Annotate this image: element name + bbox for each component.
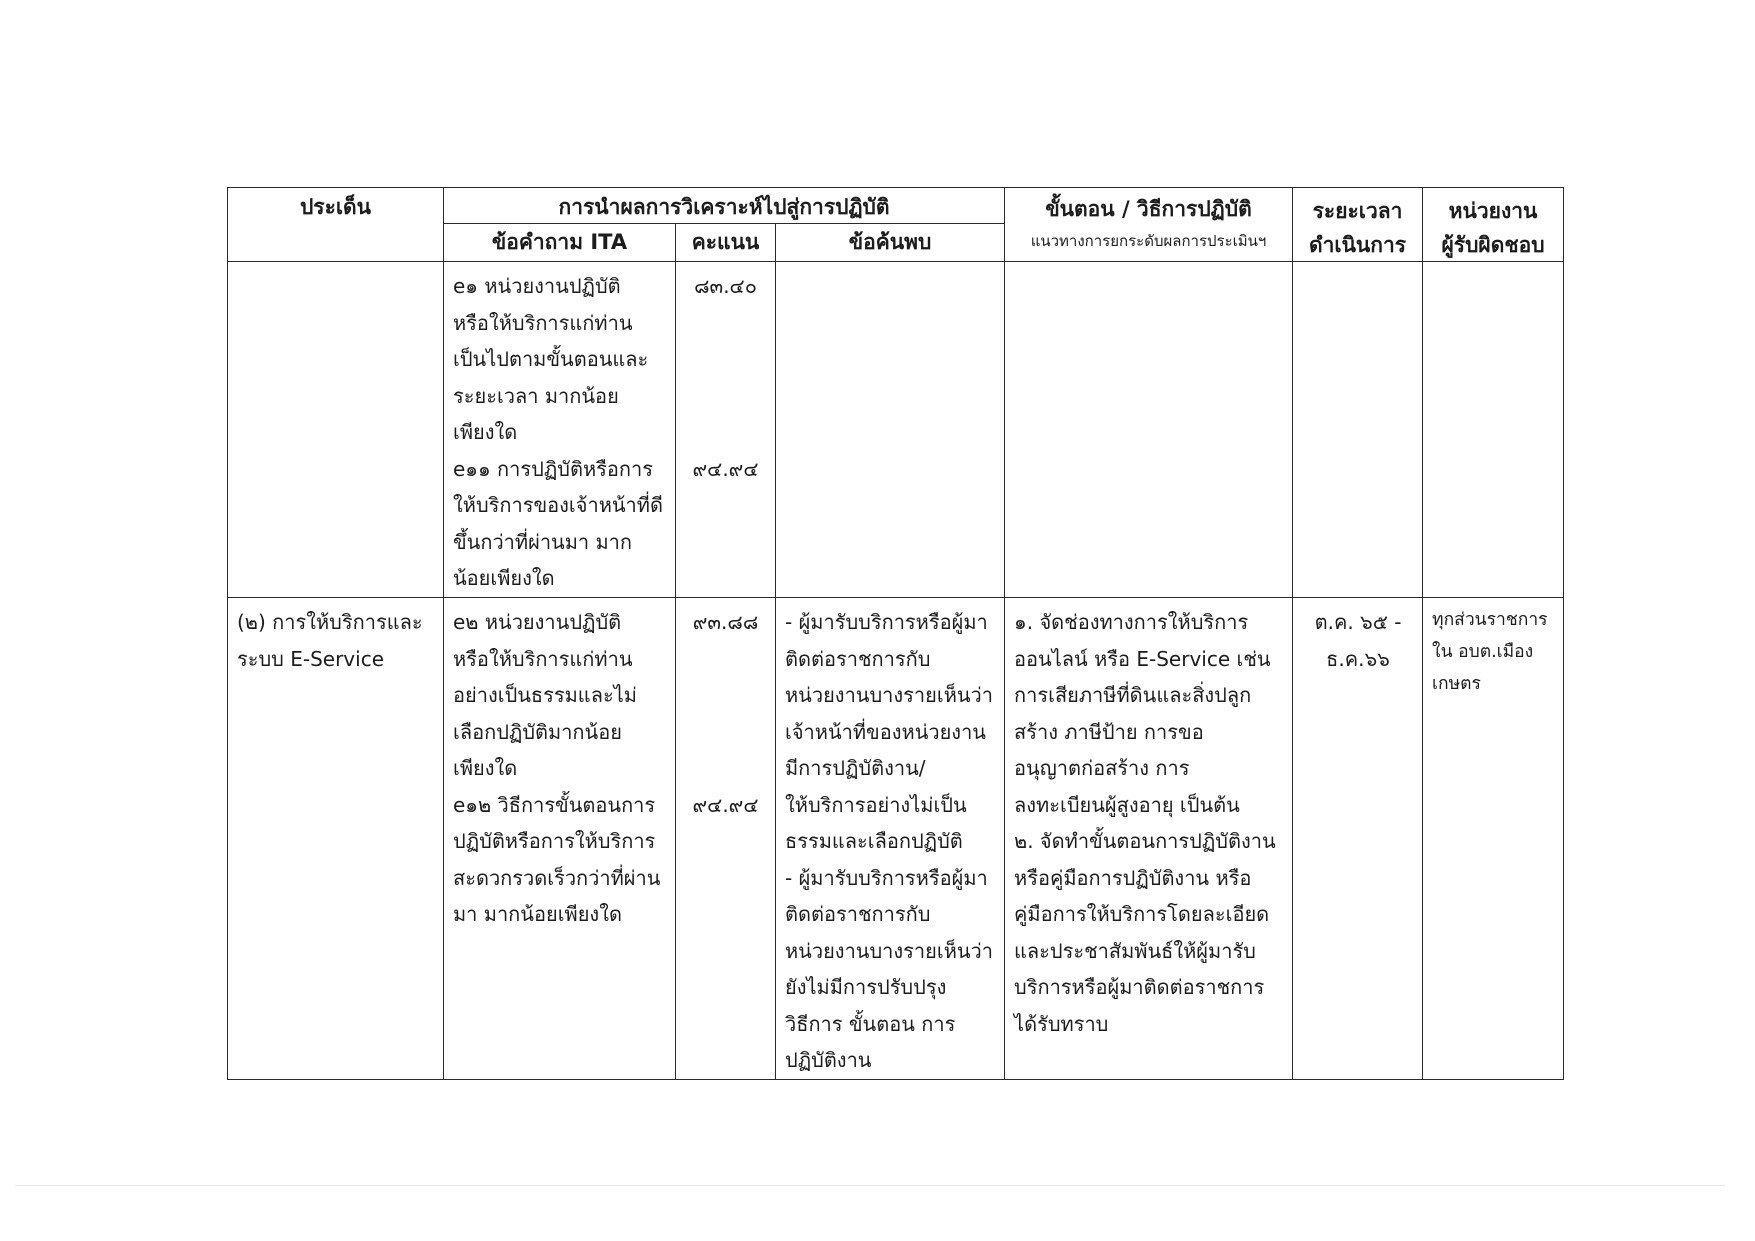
header-unit: หน่วยงาน ผู้รับผิดชอบ bbox=[1423, 188, 1564, 262]
unit-text: เกษตร bbox=[1432, 674, 1481, 694]
step-text: ลงทะเบียนผู้สูงอายุ เป็นต้น bbox=[1014, 792, 1240, 817]
header-period: ระยะเวลา ดำเนินการ bbox=[1293, 188, 1423, 262]
finding-text: หน่วยงานบางรายเห็นว่า bbox=[785, 683, 994, 707]
question-text: ปฏิบัติหรือการให้บริการ bbox=[453, 829, 656, 853]
unit-text: ใน อบต.เมือง bbox=[1432, 642, 1534, 662]
step-text: ๒. จัดทำขั้นตอนการปฏิบัติงาน bbox=[1014, 829, 1276, 853]
question-cell bbox=[444, 598, 676, 1080]
page-bottom-rule bbox=[15, 1185, 1725, 1186]
unit-text: ทุกส่วนราชการ bbox=[1432, 610, 1548, 630]
step-text: ออนไลน์ หรือ E-Service เช่น bbox=[1014, 646, 1271, 671]
table-row bbox=[228, 262, 1564, 598]
finding-text: ให้บริการอย่างไม่เป็น bbox=[785, 792, 967, 817]
finding-cell bbox=[776, 262, 1005, 598]
question-text: หรือให้บริการแก่ท่าน bbox=[453, 310, 633, 335]
step-text: ๑. จัดช่องทางการให้บริการ bbox=[1014, 610, 1249, 634]
score-value: ๘๓.๔๐ bbox=[694, 274, 757, 298]
finding-text: ติดต่อราชการกับ bbox=[785, 902, 931, 926]
question-cell bbox=[444, 262, 676, 598]
steps-cell bbox=[1005, 262, 1293, 598]
issue-cell bbox=[228, 262, 444, 598]
issue-cell bbox=[228, 598, 444, 1080]
question-text: e๑๒ วิธีการขั้นตอนการ bbox=[453, 792, 656, 817]
question-text: สะดวกรวดเร็วกว่าที่ผ่าน bbox=[453, 865, 661, 890]
table-row bbox=[228, 598, 1564, 1080]
unit-cell bbox=[1423, 262, 1564, 598]
score-cell bbox=[676, 598, 776, 1080]
header-analysis-group: การนำผลการวิเคราะห์ไปสู่การปฏิบัติ bbox=[444, 188, 1005, 224]
header-finding: ข้อค้นพบ bbox=[776, 224, 1005, 262]
header-score: คะแนน bbox=[676, 224, 776, 262]
score-value: ๙๓.๘๘ bbox=[692, 610, 759, 634]
question-text: ระยะเวลา มากน้อย bbox=[453, 383, 619, 408]
finding-text: หน่วยงานบางรายเห็นว่า bbox=[785, 938, 994, 963]
issue-text: (๒) การให้บริการและ bbox=[237, 610, 423, 634]
question-text: e๑ หน่วยงานปฏิบัติ bbox=[453, 274, 621, 298]
question-text: อย่างเป็นธรรมและไม่ bbox=[453, 683, 637, 707]
step-text: สร้าง ภาษีป้าย การขอ bbox=[1014, 719, 1204, 744]
finding-text: ยังไม่มีการปรับปรุง bbox=[785, 975, 947, 999]
question-text: น้อยเพียงใด bbox=[453, 566, 555, 590]
finding-text: ปฏิบัติงาน bbox=[785, 1048, 872, 1072]
question-text: เลือกปฏิบัติมากน้อย bbox=[453, 719, 622, 744]
question-text: e๑๑ การปฏิบัติหรือการ bbox=[453, 456, 653, 481]
finding-text: - ผู้มารับบริการหรือผู้มา bbox=[785, 865, 988, 890]
step-text: คู่มือการให้บริการโดยละเอียด bbox=[1014, 902, 1270, 926]
period-text: ธ.ค.๖๖ bbox=[1326, 646, 1390, 671]
step-text: ได้รับทราบ bbox=[1014, 1011, 1109, 1036]
question-text: ขึ้นกว่าที่ผ่านมา มาก bbox=[453, 529, 633, 554]
unit-cell bbox=[1423, 598, 1564, 1080]
step-text: อนุญาตก่อสร้าง การ bbox=[1014, 756, 1190, 780]
question-text: เป็นไปตามขั้นตอนและ bbox=[453, 347, 649, 371]
steps-cell bbox=[1005, 598, 1293, 1080]
action-plan-table bbox=[227, 187, 1564, 1080]
step-text: หรือคู่มือการปฏิบัติงาน หรือ bbox=[1014, 865, 1252, 890]
finding-text: มีการปฏิบัติงาน/ bbox=[785, 756, 926, 780]
question-text: ให้บริการของเจ้าหน้าที่ดี bbox=[453, 493, 663, 517]
step-text: บริการหรือผู้มาติดต่อราชการ bbox=[1014, 975, 1265, 999]
header-steps: ขั้นตอน / วิธีการปฏิบัติ แนวทางการยกระดับผลการประเมินฯ bbox=[1005, 188, 1293, 262]
finding-text: วิธีการ ขั้นตอน การ bbox=[785, 1011, 956, 1036]
finding-text: ติดต่อราชการกับ bbox=[785, 646, 931, 671]
finding-text: - ผู้มารับบริการหรือผู้มา bbox=[785, 610, 988, 634]
header-issue: ประเด็น bbox=[228, 188, 444, 262]
score-value: ๙๔.๙๔ bbox=[692, 792, 759, 817]
question-text: เพียงใด bbox=[453, 420, 518, 444]
header-ita-question: ข้อคำถาม ITA bbox=[444, 224, 676, 262]
step-text: และประชาสัมพันธ์ให้ผู้มารับ bbox=[1014, 938, 1256, 963]
period-cell bbox=[1293, 598, 1423, 1080]
question-text: เพียงใด bbox=[453, 756, 518, 780]
period-text: ต.ค. ๖๕ - bbox=[1314, 610, 1402, 634]
finding-text: ธรรมและเลือกปฏิบัติ bbox=[785, 829, 963, 853]
question-text: มา มากน้อยเพียงใด bbox=[453, 902, 622, 926]
step-text: การเสียภาษีที่ดินและสิ่งปลูก bbox=[1014, 683, 1252, 707]
period-cell bbox=[1293, 262, 1423, 598]
score-cell bbox=[676, 262, 776, 598]
finding-text: เจ้าหน้าที่ของหน่วยงาน bbox=[785, 719, 986, 744]
question-text: e๒ หน่วยงานปฏิบัติ bbox=[453, 610, 622, 634]
issue-text: ระบบ E-Service bbox=[237, 646, 385, 671]
question-text: หรือให้บริการแก่ท่าน bbox=[453, 646, 633, 671]
finding-cell bbox=[776, 598, 1005, 1080]
score-value: ๙๔.๙๔ bbox=[692, 456, 759, 481]
